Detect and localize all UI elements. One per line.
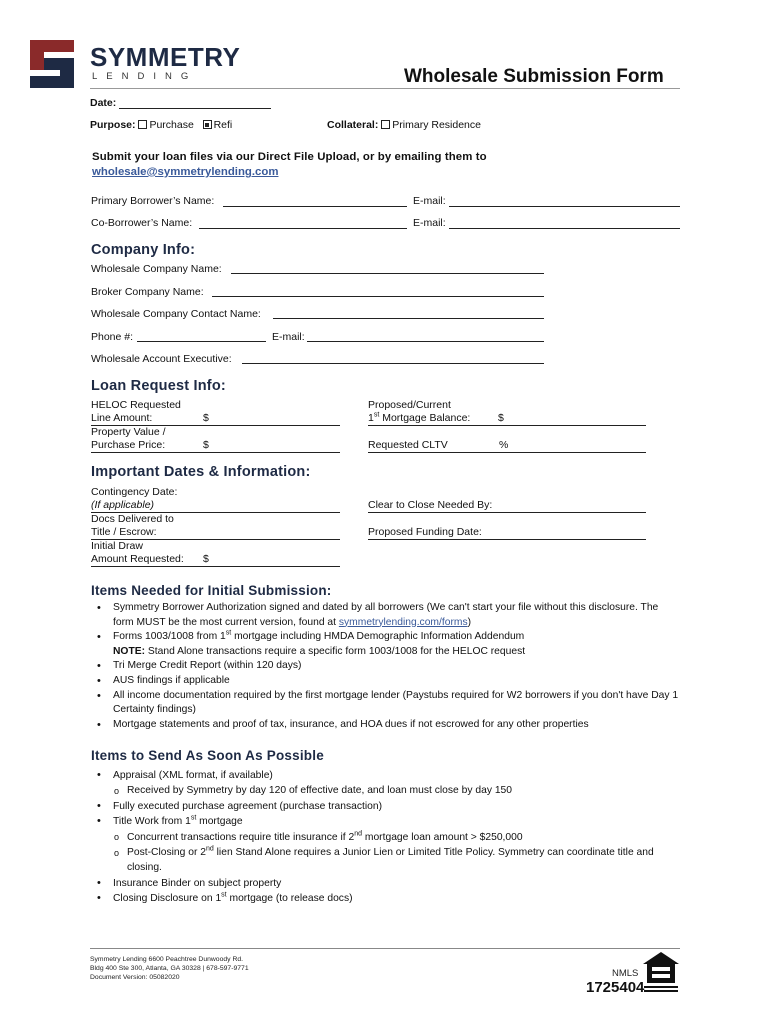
list-item: • Mortgage statements and proof of tax, insurance, and HOA dues if not escrowed for any other properties bbox=[91, 718, 681, 733]
primary-borrower-field[interactable] bbox=[223, 206, 407, 207]
title-divider bbox=[90, 88, 680, 89]
list-item: • Tri Merge Credit Report (within 120 days) bbox=[91, 659, 681, 674]
brand-subtitle: LENDING bbox=[92, 71, 198, 82]
balance-label-line2: 1st Mortgage Balance: bbox=[368, 411, 471, 424]
clear-to-close-field[interactable] bbox=[368, 512, 646, 513]
mortgage-balance-field[interactable] bbox=[368, 425, 646, 426]
list-item: • Appraisal (XML format, if available) bbox=[91, 768, 681, 783]
broker-company-label: Broker Company Name: bbox=[91, 286, 204, 298]
docs-label-line2: Title / Escrow: bbox=[91, 526, 157, 538]
property-label-line2: Purchase Price: bbox=[91, 439, 166, 451]
date-field[interactable] bbox=[119, 108, 271, 109]
forms-link[interactable]: symmetrylending.com/forms bbox=[338, 616, 468, 628]
list-item: • All income documentation required by the first mortgage lender (Paystubs required for W2 borrowers if you don't have Day 1 Certainty findings) bbox=[91, 689, 681, 718]
co-email-field[interactable] bbox=[449, 228, 680, 229]
heloc-dollar-sign: $ bbox=[203, 412, 209, 424]
funding-date-field[interactable] bbox=[368, 539, 646, 540]
nmls-number: 1725404 bbox=[586, 979, 645, 996]
initial-items-heading: Items Needed for Initial Submission: bbox=[91, 583, 332, 598]
contact-name-field[interactable] bbox=[273, 318, 544, 319]
phone-label: Phone #: bbox=[91, 331, 134, 343]
docs-label-line1: Docs Delivered to bbox=[91, 513, 174, 525]
property-value-field[interactable] bbox=[91, 452, 340, 453]
purchase-checkbox[interactable] bbox=[138, 120, 147, 129]
list-subitem: o Received by Symmetry by day 120 of effective date, and loan must close by day 150 bbox=[91, 783, 681, 798]
primary-email-field[interactable] bbox=[449, 206, 680, 207]
balance-dollar-sign: $ bbox=[498, 412, 504, 424]
draw-label-line2: Amount Requested: bbox=[91, 553, 184, 565]
contingency-label-line1: Contingency Date: bbox=[91, 486, 178, 498]
wholesale-company-field[interactable] bbox=[231, 273, 544, 274]
account-exec-label: Wholesale Account Executive: bbox=[91, 353, 232, 365]
collateral-row bbox=[327, 119, 481, 131]
form-title: Wholesale Submission Form bbox=[404, 66, 664, 87]
submission-email-link[interactable]: wholesale@symmetrylending.com bbox=[92, 166, 279, 178]
list-item: • Fully executed purchase agreement (purchase transaction) bbox=[91, 799, 681, 814]
list-subitem: o Concurrent transactions require title insurance if 2nd mortgage loan amount > $250,000 bbox=[91, 830, 681, 845]
heloc-label-line1: HELOC Requested bbox=[91, 399, 181, 411]
collateral-label: Collateral: bbox=[327, 119, 379, 131]
co-borrower-field[interactable] bbox=[199, 228, 407, 229]
cltv-label: Requested CLTV bbox=[368, 439, 448, 451]
submit-note: Submit your loan files via our Direct File Upload, or by emailing them to bbox=[92, 151, 487, 163]
property-label-line1: Property Value / bbox=[91, 426, 166, 438]
cltv-percent-sign: % bbox=[499, 439, 509, 451]
initial-items-list bbox=[91, 601, 681, 732]
draw-label-line1: Initial Draw bbox=[91, 540, 143, 552]
nmls-label: NMLS bbox=[612, 968, 639, 979]
primary-borrower-label: Primary Borrower’s Name: bbox=[91, 195, 215, 207]
wholesale-company-label: Wholesale Company Name: bbox=[91, 263, 222, 275]
company-email-label: E-mail: bbox=[272, 331, 305, 343]
broker-company-field[interactable] bbox=[212, 296, 544, 297]
property-dollar-sign: $ bbox=[203, 439, 209, 451]
date-label: Date: bbox=[90, 97, 117, 109]
draw-dollar-sign: $ bbox=[203, 553, 209, 565]
list-subitem: o Post-Closing or 2nd lien Stand Alone requires a Junior Lien or Limited Title Policy. Symmetry can coordinate title and closing. bbox=[91, 845, 681, 876]
heloc-label-line2: Line Amount: bbox=[91, 412, 153, 424]
primary-residence-label: Primary Residence bbox=[392, 119, 481, 131]
purpose-label: Purpose: bbox=[90, 119, 136, 131]
company-email-field[interactable] bbox=[307, 341, 544, 342]
purchase-label: Purchase bbox=[149, 119, 194, 131]
company-info-heading: Company Info: bbox=[91, 242, 196, 258]
account-exec-field[interactable] bbox=[242, 363, 544, 364]
brand-name: SYMMETRY bbox=[90, 42, 241, 72]
asap-items-heading: Items to Send As Soon As Possible bbox=[91, 748, 324, 763]
co-email-label: E-mail: bbox=[413, 217, 446, 229]
funding-date-label: Proposed Funding Date: bbox=[368, 526, 482, 538]
refi-checkbox[interactable] bbox=[203, 120, 212, 129]
co-borrower-label: Co-Borrower’s Name: bbox=[91, 217, 193, 229]
list-item: • Symmetry Borrower Authorization signed and dated by all borrowers (We can't start your file without this disclosure. The form MUST be the most current version, found at symmetrylending.com/forms) bbox=[91, 601, 681, 630]
footer-address: Symmetry Lending 6600 Peachtree Dunwoody Rd. Bldg 400 Ste 300, Atlanta, GA 30328 | 678-597-9771 Document Version: 05082020 bbox=[90, 956, 249, 981]
important-dates-heading: Important Dates & Information: bbox=[91, 464, 311, 480]
cltv-field[interactable] bbox=[368, 452, 646, 453]
balance-label-line1: Proposed/Current bbox=[368, 399, 451, 411]
symmetry-logo-icon bbox=[30, 40, 74, 88]
asap-items-list bbox=[91, 768, 681, 907]
list-item: • AUS findings if applicable bbox=[91, 674, 681, 689]
list-item: • Closing Disclosure on 1st mortgage (to release docs) bbox=[91, 891, 681, 906]
clear-to-close-label: Clear to Close Needed By: bbox=[368, 499, 493, 511]
primary-email-label: E-mail: bbox=[413, 195, 446, 207]
equal-housing-icon bbox=[642, 951, 680, 993]
primary-residence-checkbox[interactable] bbox=[381, 120, 390, 129]
list-item: • Forms 1003/1008 from 1st mortgage including HMDA Demographic Information Addendum NOTE: Stand Alone transactions require a specific form 1003/1008 for the HELOC request bbox=[91, 630, 681, 659]
purpose-row bbox=[90, 119, 232, 131]
refi-label: Refi bbox=[213, 119, 233, 131]
phone-field[interactable] bbox=[137, 341, 266, 342]
list-item: • Insurance Binder on subject property bbox=[91, 876, 681, 891]
contingency-label-line2: (If applicable) bbox=[91, 499, 155, 511]
footer-divider bbox=[90, 948, 680, 949]
list-item: • Title Work from 1st mortgage bbox=[91, 814, 681, 829]
loan-request-heading: Loan Request Info: bbox=[91, 378, 226, 394]
contact-name-label: Wholesale Company Contact Name: bbox=[91, 308, 261, 320]
initial-draw-field[interactable] bbox=[91, 566, 340, 567]
